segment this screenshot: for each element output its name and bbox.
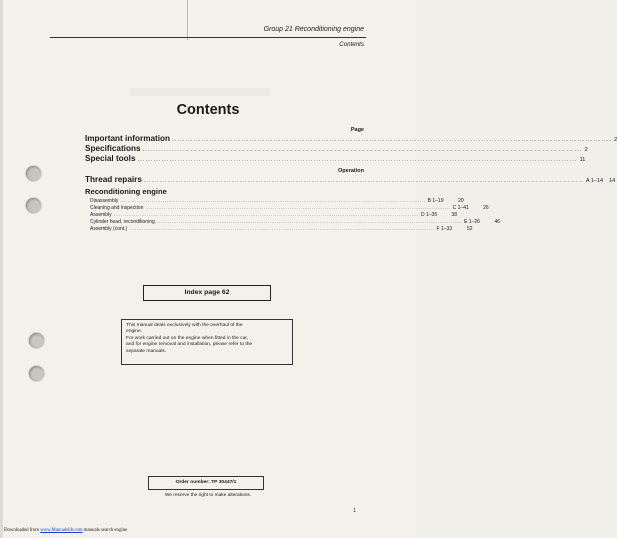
toc-entry-page: 14 (609, 178, 616, 184)
dot-leader: ..................................................................................................................................................................... (172, 137, 613, 143)
bleed-through-text (130, 88, 270, 96)
toc-entry-special-tools[interactable] (85, 154, 586, 163)
toc-entry-operation: E 1–26 (464, 219, 480, 225)
toc-entry-page: 2 (584, 147, 588, 153)
toc-entry-cylinder-head[interactable] (90, 219, 501, 225)
toc-entry-page: 2 (614, 137, 617, 143)
dot-leader: ..................................................................................................................................................................... (120, 198, 426, 203)
toc-entry-assembly-cont[interactable] (90, 226, 473, 232)
toc-entry-operation: F 1–33 (436, 226, 453, 232)
toc-entry-page: 52 (466, 226, 473, 232)
dot-leader: ..................................................................................................................................................................... (113, 212, 419, 217)
toc-entry-operation: B 1–19 (427, 198, 444, 204)
toc-entry-page: 38 (451, 212, 457, 218)
toc-entry-page: 20 (458, 198, 464, 204)
toc-entry-important-information[interactable] (85, 134, 617, 143)
toc-entry-page: 46 (494, 219, 501, 225)
header-rule (50, 37, 366, 38)
download-footer (4, 528, 127, 533)
dot-leader: ..................................................................................................................................................................... (142, 147, 583, 153)
footer-prefix: Downloaded from (4, 528, 40, 533)
dot-leader: ..................................................................................................................................................................... (129, 226, 435, 231)
toc-entry-label: Thread repairs (85, 175, 142, 184)
note-line: and for engine removal and installation, please refer to the (126, 342, 253, 348)
page-title: Contents (176, 102, 240, 118)
toc-entry-label: Assembly (cont.) (90, 226, 128, 232)
note-line: separate manuals. (126, 348, 167, 354)
dot-leader: ..................................................................................................................................................................... (137, 157, 578, 163)
reserve-rights-text: We reserve the right to make alterations. (164, 493, 252, 498)
punch-hole-icon (26, 198, 41, 213)
dot-leader: ..................................................................................................................................................................... (156, 219, 463, 224)
header-subtitle: Contents (339, 41, 364, 48)
toc-entry-operation: A 1–14 (585, 178, 604, 184)
punch-hole-icon (29, 366, 44, 381)
footer-link[interactable]: www.Manualslib.com (40, 528, 83, 533)
operation-column-label: Operation (338, 168, 364, 174)
dot-leader: ..................................................................................................................................................................... (143, 178, 584, 184)
header-group-title: Group 21 Reconditioning engine (263, 26, 364, 33)
punch-hole-icon (29, 333, 44, 348)
note-line: This manual deals exclusively with the overhaul of the (126, 323, 243, 328)
toc-entry-operation: D 1–35 (420, 212, 438, 218)
toc-entry-thread-repairs[interactable] (85, 175, 616, 184)
note-line: For work carried out on the engine when fitted in the car, (126, 335, 249, 341)
order-number-box: Order number: TP 30447/1 (148, 476, 264, 490)
toc-entry-operation: C 1–41 (452, 205, 469, 211)
note-line: engine. (126, 329, 143, 335)
page-edge-shadow (0, 0, 3, 538)
toc-entry-label: Specifications (85, 144, 141, 153)
section-title: Reconditioning engine (85, 187, 167, 196)
bleed-through-line (187, 0, 188, 40)
toc-entry-page: 26 (483, 205, 489, 211)
toc-entry-assembly[interactable] (90, 212, 457, 218)
page-number: 1 (353, 508, 356, 514)
manual-scope-note (121, 319, 293, 365)
dot-leader: ..................................................................................................................................................................... (145, 205, 451, 210)
toc-entry-label: Disassembly (90, 198, 119, 204)
toc-entry-label: Cleaning and inspection (90, 205, 144, 211)
punch-hole-icon (26, 166, 41, 181)
page-column-label: Page (350, 127, 364, 133)
toc-entry-label: Cylinder head, reconditioning (90, 219, 155, 225)
toc-entry-label: Important information (85, 134, 171, 143)
toc-entry-page: 11 (579, 157, 586, 163)
toc-entry-label: Assembly (90, 212, 112, 218)
toc-entry-specifications[interactable] (85, 144, 588, 153)
toc-entry-disassembly[interactable] (90, 198, 464, 204)
toc-entry-label: Special tools (85, 154, 136, 163)
toc-entry-cleaning[interactable] (90, 205, 489, 211)
index-page-box[interactable]: Index page 62 (143, 285, 271, 301)
footer-suffix: manuals search engine (83, 528, 128, 533)
